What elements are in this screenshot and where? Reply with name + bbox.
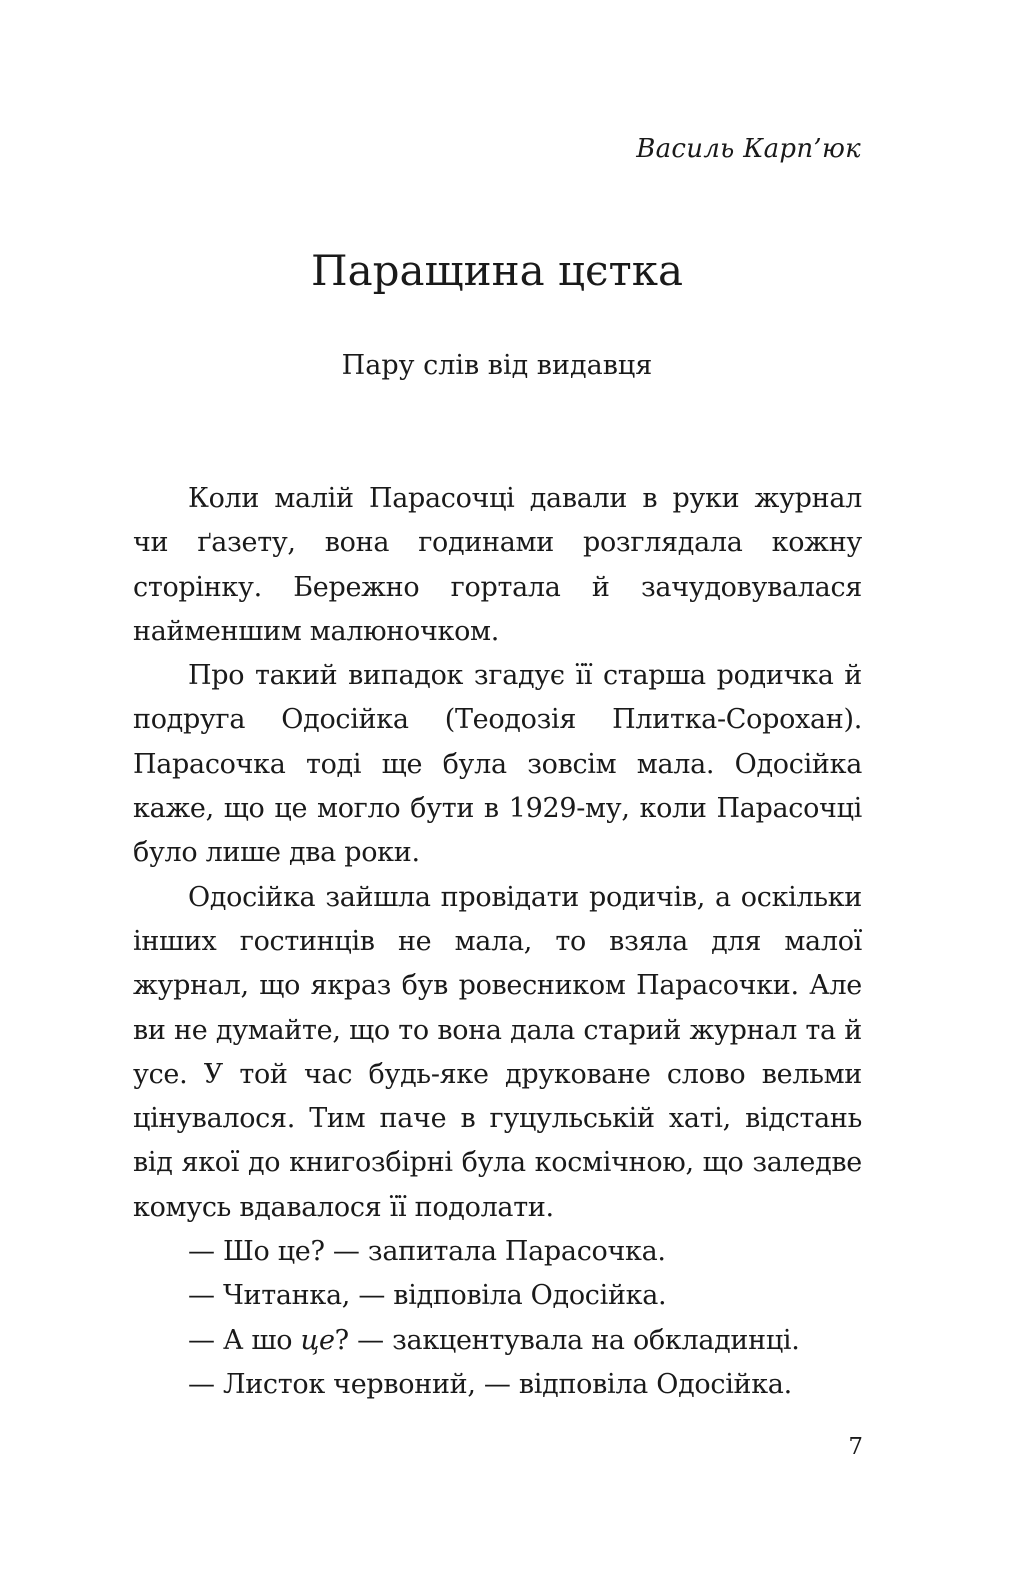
dialogue-line: — Шо це? — запитала Парасочка.	[188, 1236, 666, 1268]
body-text	[133, 477, 862, 1407]
dialogue-line: — Листок червоний, — відповіла Одосійка.	[188, 1368, 792, 1400]
running-header-author: Василь Карп’юк	[636, 134, 861, 164]
page-number: 7	[848, 1434, 863, 1460]
paragraph: Одосійка зайшла провідати родичів, а оскільки інших гостинців не мала, то взяла для малої журнал, що якраз був ровесником Парасочки. Але ви не думайте, що то вона дала старий журнал та й усе. У той час будь-яке друковане слово вельми цінувалося. Тим паче в гуцульській хаті, відстань від якої до книгозбірні була космічною, що заледве комусь вдавалося її подолати.	[133, 881, 862, 1223]
dialogue-text: — А шо	[188, 1324, 301, 1356]
chapter-title: Паращина цєтка	[310, 246, 684, 295]
dialogue-line: — Читанка, — відповіла Одосійка.	[188, 1280, 667, 1312]
dialogue-line	[133, 1319, 862, 1363]
emphasized-word: це	[300, 1324, 335, 1356]
paragraph: Коли малій Парасочці давали в руки журнал чи ґазету, вона годинами розглядала кожну сторінку. Бережно гортала й зачудовувалася найменшим малюночком.	[133, 483, 862, 647]
chapter-subtitle: Пару слів від видавця	[341, 350, 653, 381]
dialogue-text: ? — закцентувала на обкладинці.	[334, 1324, 800, 1356]
paragraph: Про такий випадок згадує її старша родичка й подруга Одосійка (Теодозія Плитка-Сорохан). Парасочка тоді ще була зовсім мала. Одосійка каже, що це могло бути в 1929-му, коли Парасочці було лише два роки.	[133, 660, 862, 869]
